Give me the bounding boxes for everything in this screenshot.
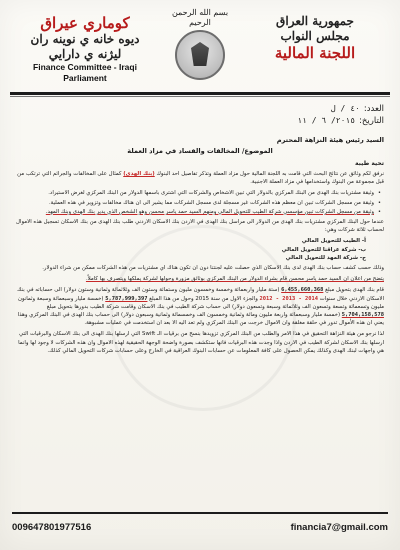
bullet-item: • وثيقة من مسجل الشركات تبين ان معظم هذه الشركات غير مسجلة لدى مسجل الشركات مما يشير الى ان هناك مخالفات وتزوير في هذه العملية.: [16, 199, 374, 207]
kurdish-sub2: ليژنه ي دارايي: [48, 47, 122, 61]
amount-1: 6,455,660,368: [281, 287, 324, 294]
amount-2: 5,787,999,397: [105, 295, 148, 302]
english-title-line2: Parliament: [63, 73, 107, 83]
footer-email: financia7@gmail.com: [290, 522, 388, 533]
kurdish-sub1: ديوه خانه ي نوينه ران: [30, 32, 140, 46]
bullet-item: • وثيقة مشتريات بنك الهدى من البنك المركزي بالدولار التي تبين الاشخاص والشركات التي اشترى باسمها الدولار من البنك المركزي لغرض الاستيراد.: [16, 189, 374, 197]
parliament-title: مجلس النواب: [280, 29, 350, 43]
years-range: 2012 - 2013 - 2014: [259, 295, 318, 302]
letter-body: [16, 135, 384, 504]
letterhead: [10, 8, 390, 92]
ref-number-row: [234, 103, 384, 115]
ref-date-value: ٢٠١٥/ ٦ / ١١: [297, 116, 356, 125]
paragraph-5: [16, 286, 384, 327]
addressee: السيد رئيس هيئة النزاهة المحترم: [276, 136, 384, 144]
p5-d: (خمسة مليار وسبعمائة وسبعة وثمانون مليون وتسعمائة وتسعة وتسعون الف وثلاثمائة وسبعة وتسعون دولار) الى حساب شركة الطيب في بنك الاسكان وقامت شركة الطيب بدورها بتحويل مبلغ: [18, 295, 384, 310]
p5-a: قام بنك الهدى بتحويل مبلغ: [325, 287, 384, 294]
ref-number-value: ٤٠ / ل: [330, 104, 360, 113]
p5-e: (خمسة مليار وسبعمائة واربعة مليون ومائة وثمانية وخمسون الف وخمسمائة وثمانية وسبعون دولار) الى حساب بنك الهدى في البنك المركزي وهذا يعني ان هذه الأموال تدور في حلقة مغلقة وان الاموال خرجت من البنك المركزي ولم تعد اليه الا بعد ان استخدمت في عمليات مشبوهة.: [17, 312, 384, 327]
subject-label: الموضوع/: [242, 147, 273, 155]
p5-c: والجزء الاول من سنة 2015 وحول من هذا المبلغ: [149, 295, 258, 302]
paragraph-1-start: نرفق لكم وثائق عن نتائج البحث التي قامت به اللجنة المالية حول مزاد العملة وتذكر تفاصيل احد البنوك: [156, 171, 384, 177]
bullet-item: • وثيقة من مسجل الشركات تبين مؤسسي شركة الطيب للتحويل المالي ومنهم السيد حمد ياسر محسن وهو الشخص الذي يدير بنك الهدى وبنك المهد.: [16, 208, 374, 216]
header-divider: [10, 92, 390, 95]
letterhead-right: [240, 14, 390, 62]
english-title-line1: Finance Committee - Iraqi: [33, 62, 137, 72]
reference-block: [234, 103, 384, 127]
paragraph-4: يتضح من اعلان ان السيد حمد ياسر محسن قام بشراء الدولار من البنك المركزي بوثائق مزورة وحولها لشركة يملكها ويتصرف بها كاملاً.: [85, 276, 384, 283]
company-item: أ- الطيب للتحويل المالي: [301, 238, 366, 245]
greeting: تحية طيبة: [355, 160, 384, 167]
header-divider-thin: [10, 96, 390, 97]
ref-date-row: [234, 115, 384, 127]
company-item: ج- شركة المهد للتحويل المالي: [285, 254, 366, 261]
paragraph-1: [16, 170, 384, 186]
company-item: ب- شركة عراقنا للتحويل المالي: [281, 246, 366, 253]
kurdish-title: كوماري عيراق: [40, 14, 130, 32]
ref-number-label: العدد:: [363, 104, 384, 114]
amount-3: 5,704,158,578: [341, 312, 384, 319]
letter-footer: [12, 512, 388, 540]
footer-phone: 009647801977516: [12, 522, 92, 533]
republic-title: جمهورية العراق: [276, 14, 354, 28]
letterhead-center: [170, 8, 230, 80]
bismillah-text: بسم الله الرحمن الرحيم: [171, 8, 229, 27]
ref-date-label: التاريخ:: [359, 116, 384, 126]
bank-highlight: (بنك الهدى): [123, 171, 155, 177]
paragraph-1-end: كمثال على المخالفات والجرائم التي ترتكب من قبل مجموعة من البنوك واستخدامها في مزاد العملة الاجنبية.: [17, 171, 384, 186]
letterhead-left: [10, 14, 160, 84]
committee-title: اللجنة المالية: [274, 44, 356, 62]
p5-b: (ستة مليار واربعمائة وخمسة وخمسون مليون وستمائة وستون الف وثلاثمائة وثمانية وستون دولار) الى حساباته في بنك الاسكان الاردني خلال سنوات: [17, 287, 384, 302]
subject-text: المخالفات والفساد في مزاد العملة: [127, 147, 240, 155]
paragraph-6: لذا نرجو من هيئة النزاهة التحقيق في هذا الامر والطلب من البنك المركزي تزويدها بنسخ من برقيات الـ Swift التي ارسلها بنك الهدى الى بنك الاسكان والبرقيات التي ارسلها بنك الاسكان لشركة الطيب في الاردن واذا وجدت هذه البرقيات فانها ستكشف بصورة واضحة الوجهة الحقيقية لهذه الاموال وان هذه الشركات لا وجود لها وانما هي واجهات لبنك الهدى وكذلك يمكن الحصول على كافة المعلومات عن حسابات البنوك العراقية في الخارج وعلى حسابات شركات التحويل المالي كذلك.: [18, 331, 384, 354]
paragraph-3: وذلك حسب كشف حساب بنك الهدى لدى بنك الاسكان الذي حصلت عليه لجنتنا دون ان تكون هناك اي مشتريات من هذه الشركات ممكن من شراء الدولار.: [42, 265, 384, 272]
emblem-icon: [175, 30, 225, 80]
paragraph-2: عندما حول البنك المركزي مشتريات بنك الهدى من الدولار الى مراسل بنك الهدى في الاردن بنك الاسكان الاردني طلب بنك الهدى من بنك الاسكان تسجيل هذه الاموال لحساب ثلاثة شركات وهي:: [16, 219, 384, 234]
subject-line: [16, 146, 384, 156]
